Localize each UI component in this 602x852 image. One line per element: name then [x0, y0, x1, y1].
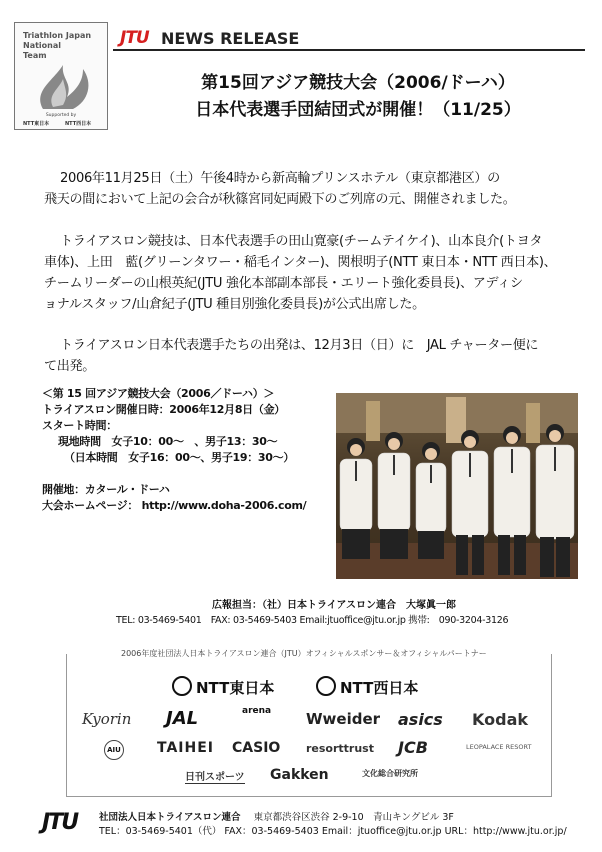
sponsor-taihei: TAIHEI	[157, 740, 214, 756]
footer-contact: TEL：03-5469-5401（代） FAX：03-5469-5403 Email：jtuoffice@jtu.or.jp URL：http://www.jtu.or.jp/	[99, 826, 567, 837]
national-team-logo	[14, 22, 108, 130]
start-time-label: スタート時間：	[42, 419, 117, 432]
logo-text-line3: Team	[23, 51, 47, 60]
sponsor-jal: JAL	[166, 708, 199, 729]
footer-jtu-logo: JTU	[42, 810, 78, 835]
header-divider	[113, 49, 585, 51]
flame-emblem-icon	[33, 61, 99, 111]
venue: 開催地：カタール・ドーハ	[42, 483, 170, 496]
paragraph-2-line1: トライアスロン競技は、日本代表選手の田山寛豪(チームテイケイ)、山本良介(トヨタ	[60, 234, 543, 249]
paragraph-2-line2: 車体)、上田 藍(グリーンタワー・稲毛インター)、関根明子(NTT 東日本・NTT 西日本)、	[44, 255, 557, 270]
event-date: トライアスロン開催日時：2006年12月8日（金）	[42, 403, 285, 416]
press-contact: 広報担当：（社）日本トライアスロン連合 大塚眞一郎	[212, 600, 456, 611]
paragraph-3-line2: て出発。	[44, 359, 95, 374]
paragraph-1-line1: 2006年11月25日（土）午後4時から新高輪プリンスホテル（東京都港区）の	[60, 171, 500, 186]
team-photo	[336, 393, 578, 579]
footer-org: 社団法人日本トライアスロン連合	[99, 812, 241, 823]
ntt-logo-icon	[172, 676, 192, 696]
event-name: ＜第 15 回アジア競技大会（2006／ドーハ）＞	[42, 387, 275, 400]
sponsor-gakken: Gakken	[270, 767, 329, 783]
news-release-label: NEWS RELEASE	[161, 29, 300, 48]
paragraph-1-line2: 飛天の間において上記の会合が秋篠宮同妃両殿下のご列席の元、開催されました。	[44, 192, 516, 207]
sponsor-asics: asics	[398, 710, 443, 729]
sponsor-ntt-east: NTT東日本	[172, 676, 274, 698]
sponsor-weider: Wweider	[306, 710, 381, 728]
sponsor-casio: CASIO	[232, 740, 281, 756]
sponsor-jcb: JCB	[398, 738, 428, 757]
logo-supported-label: Supported by	[45, 113, 77, 118]
logo-text-line1: Triathlon Japan	[23, 31, 92, 40]
sponsor-nikkan-sports: 日刊スポーツ	[185, 768, 245, 784]
logo-sponsor-west: NTT西日本	[65, 121, 92, 127]
japan-start-time: （日本時間 女子16：00～、男子19：30～）	[64, 451, 295, 464]
paragraph-2-line4: ョナルスタッフ/山倉紀子(JTU 種目別強化委員長)が公式出席した。	[44, 297, 425, 312]
footer-org-address	[99, 809, 454, 823]
page-title-line2: 日本代表選手団結団式が開催！（11/25）	[195, 100, 521, 120]
jtu-brand-mark: JTU	[120, 28, 149, 48]
sponsor-arena: arena	[242, 706, 272, 716]
sponsor-bunka-sogo: 文化総合研究所	[362, 769, 418, 778]
sponsor-title: 2006年度社団法人日本トライアスロン連合（JTU）オフィシャルスポンサー＆オフィシャルパートナー	[115, 648, 493, 659]
sponsor-resorttrust: resorttrust	[306, 742, 374, 755]
paragraph-2-line3: チームリーダーの山根英紀(JTU 強化本部副本部長・エリート強化委員長)、アディシ	[44, 276, 523, 291]
sponsor-kodak: Kodak	[472, 710, 528, 729]
footer-address: 東京都渋谷区渋谷 2-9-10 青山キングビル 3F	[253, 812, 454, 823]
team-photo-figures	[336, 393, 578, 579]
logo-text-line2: National	[23, 41, 61, 50]
sponsor-aiu: AIU	[104, 740, 124, 760]
contact-details: TEL: 03-5469-5401 FAX: 03-5469-5403 Email:jtuoffice@jtu.or.jp 携帯: 090-3204-3126	[116, 615, 509, 626]
page-title-line1: 第15回アジア競技大会（2006/ドーハ）	[201, 73, 515, 93]
event-homepage: 大会ホームページ： http://www.doha-2006.com/	[42, 499, 307, 512]
logo-sponsor-east: NTT東日本	[23, 121, 50, 127]
paragraph-3-line1: トライアスロン日本代表選手たちの出発は、12月3日（日）に JAL チャーター便に	[60, 338, 539, 353]
ntt-logo-icon	[316, 676, 336, 696]
sponsor-ntt-west: NTT西日本	[316, 676, 418, 698]
local-start-time: 現地時間 女子10：00～ 、男子13：30～	[58, 435, 278, 448]
sponsor-kyorin: Kyorin	[82, 710, 132, 728]
sponsor-leopalace: LEOPALACE RESORT	[466, 743, 532, 751]
